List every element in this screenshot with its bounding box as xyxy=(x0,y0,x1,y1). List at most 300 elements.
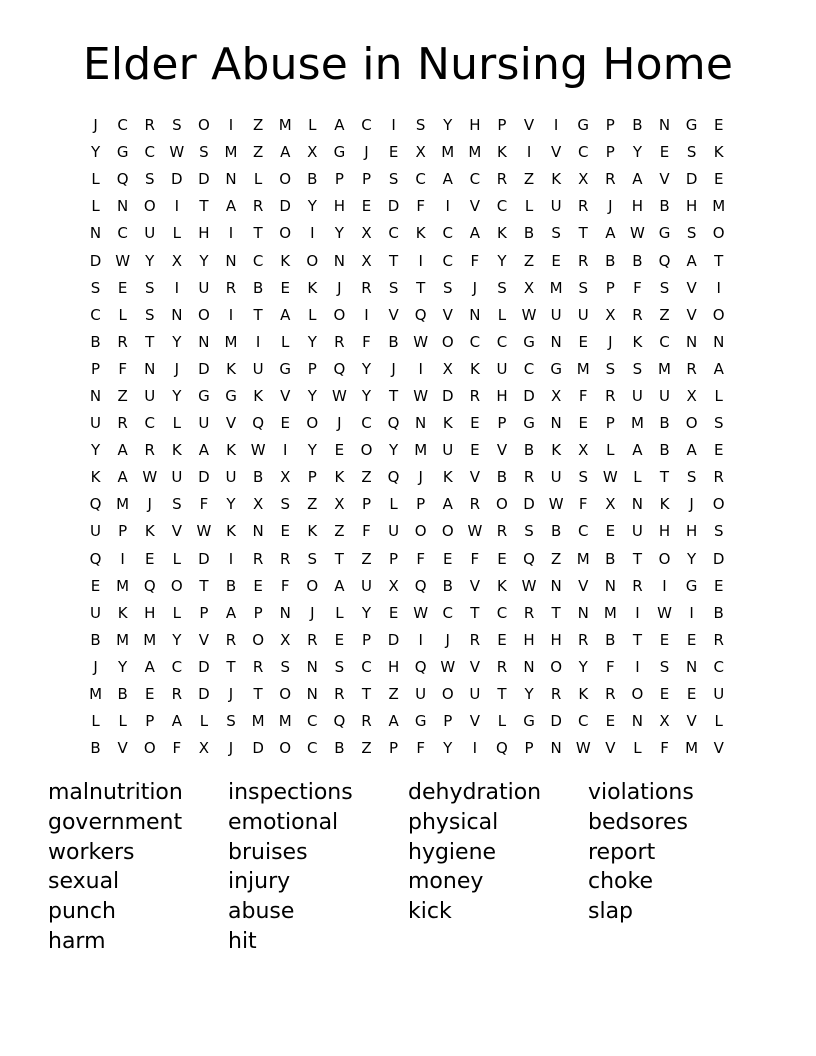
grid-letter: U xyxy=(198,278,210,297)
grid-letter: U xyxy=(388,522,400,541)
grid-letter: B xyxy=(713,603,724,622)
grid-letter: O xyxy=(712,495,725,514)
grid-letter: G xyxy=(685,116,698,135)
grid-letter: E xyxy=(686,685,697,704)
grid-letter: B xyxy=(605,630,616,649)
grid-letter: F xyxy=(470,251,480,270)
grid-letter: O xyxy=(252,630,265,649)
grid-letter: E xyxy=(713,170,724,189)
word-list xyxy=(48,778,788,957)
grid-letter: V xyxy=(280,386,291,405)
grid-letter: O xyxy=(631,685,644,704)
grid-letter: Y xyxy=(90,441,101,460)
grid-letter: C xyxy=(117,224,128,243)
grid-letter: C xyxy=(388,224,399,243)
grid-letter: E xyxy=(280,278,290,297)
grid-letter: W xyxy=(657,603,672,622)
grid-letter: Q xyxy=(89,549,102,568)
word-list-item: malnutrition xyxy=(48,780,183,805)
grid-letter: L xyxy=(497,712,507,731)
grid-letter: M xyxy=(414,441,428,460)
grid-letter: Q xyxy=(658,251,671,270)
grid-letter: L xyxy=(91,712,100,731)
grid-letter: S xyxy=(443,278,453,297)
grid-letter: I xyxy=(526,143,532,162)
grid-letter: W xyxy=(440,657,456,676)
grid-letter: C xyxy=(523,359,535,378)
grid-letter: W xyxy=(521,305,537,324)
grid-letter: R xyxy=(496,522,508,541)
grid-letter: F xyxy=(199,495,209,514)
grid-letter: R xyxy=(144,116,155,135)
grid-letter: X xyxy=(280,630,291,649)
grid-letter: L xyxy=(714,386,723,405)
grid-letter: X xyxy=(605,495,616,514)
grid-letter: P xyxy=(307,359,317,378)
grid-letter: I xyxy=(282,441,288,460)
grid-letter: S xyxy=(497,278,507,297)
grid-row xyxy=(82,464,734,491)
grid-letter: M xyxy=(89,685,103,704)
grid-letter: T xyxy=(253,685,263,704)
grid-letter: N xyxy=(577,603,589,622)
grid-letter: P xyxy=(416,495,426,514)
grid-letter: B xyxy=(605,549,616,568)
grid-letter: R xyxy=(361,278,372,297)
grid-letter: Q xyxy=(116,170,129,189)
grid-letter: Y xyxy=(172,630,182,649)
grid-letter: A xyxy=(117,468,128,487)
grid-letter: I xyxy=(418,359,423,378)
grid-letter: F xyxy=(118,359,127,378)
grid-letter: E xyxy=(334,441,345,460)
grid-letter: Y xyxy=(307,332,317,351)
grid-letter: J xyxy=(337,278,342,297)
grid-letter: P xyxy=(307,468,317,487)
grid-letter: L xyxy=(172,549,181,568)
grid-letter: R xyxy=(713,630,724,649)
grid-letter: A xyxy=(117,441,128,460)
grid-letter: X xyxy=(252,495,264,514)
grid-letter: O xyxy=(360,441,373,460)
grid-letter: K xyxy=(307,278,318,297)
grid-letter: V xyxy=(686,712,697,731)
grid-letter: Y xyxy=(361,386,372,405)
grid-letter: T xyxy=(199,197,209,216)
grid-letter: M xyxy=(278,712,292,731)
grid-letter: S xyxy=(90,278,101,297)
grid-letter: I xyxy=(310,224,315,243)
grid-letter: F xyxy=(362,332,371,351)
grid-letter: B xyxy=(388,332,399,351)
grid-letter: C xyxy=(496,603,508,622)
grid-letter: R xyxy=(578,251,589,270)
grid-letter: N xyxy=(550,414,562,433)
grid-letter: K xyxy=(469,359,480,378)
grid-letter: K xyxy=(226,359,236,378)
grid-letter: Y xyxy=(361,603,372,622)
grid-letter: P xyxy=(334,170,344,189)
grid-letter: A xyxy=(632,170,643,189)
grid-letter: D xyxy=(198,359,210,378)
grid-letter: C xyxy=(577,712,589,731)
grid-letter: I xyxy=(228,305,234,324)
grid-letter: N xyxy=(550,739,562,758)
grid-letter: E xyxy=(253,576,263,595)
grid-letter: K xyxy=(497,224,507,243)
grid-letter: S xyxy=(226,712,236,731)
grid-row xyxy=(82,546,734,573)
grid-letter: V xyxy=(605,739,616,758)
puzzle-title: Elder Abuse in Nursing Home xyxy=(82,39,734,90)
grid-letter: B xyxy=(307,170,318,189)
grid-letter: L xyxy=(118,712,127,731)
grid-letter: I xyxy=(174,278,180,297)
grid-letter: Q xyxy=(414,657,427,676)
grid-letter: L xyxy=(606,441,615,460)
grid-letter: A xyxy=(469,224,480,243)
grid-letter: B xyxy=(632,116,643,135)
grid-letter: P xyxy=(497,414,507,433)
grid-letter: E xyxy=(470,414,480,433)
grid-letter: V xyxy=(469,657,480,676)
grid-letter: X xyxy=(442,359,453,378)
grid-letter: V xyxy=(225,414,237,433)
grid-letter: R xyxy=(632,576,643,595)
grid-letter: L xyxy=(253,170,263,189)
grid-row xyxy=(82,735,734,762)
grid-letter: M xyxy=(468,143,482,162)
grid-letter: Q xyxy=(496,739,508,758)
grid-letter: X xyxy=(280,468,291,487)
grid-letter: O xyxy=(496,495,508,514)
grid-letter: S xyxy=(605,359,616,378)
grid-letter: K xyxy=(171,441,182,460)
grid-letter: S xyxy=(713,522,724,541)
grid-letter: W xyxy=(413,332,429,351)
grid-letter: I xyxy=(364,305,369,324)
grid-letter: M xyxy=(251,712,265,731)
grid-letter: D xyxy=(712,549,725,568)
grid-letter: J xyxy=(93,657,98,676)
grid-letter: E xyxy=(551,251,561,270)
word-list-item: bruises xyxy=(228,839,308,865)
grid-letter: D xyxy=(198,657,210,676)
grid-letter: T xyxy=(253,224,263,243)
grid-letter: A xyxy=(388,712,399,731)
grid-letter: O xyxy=(550,657,563,676)
grid-letter: N xyxy=(550,576,562,595)
grid-letter: X xyxy=(551,386,562,405)
grid-row xyxy=(82,193,734,220)
grid-letter: E xyxy=(443,549,453,568)
grid-letter: N xyxy=(225,251,237,270)
grid-letter: H xyxy=(550,630,562,649)
grid-letter: P xyxy=(199,603,209,622)
grid-letter: W xyxy=(548,495,564,514)
grid-letter: F xyxy=(280,576,290,595)
grid-letter: I xyxy=(418,630,423,649)
grid-letter: K xyxy=(90,468,101,487)
grid-row xyxy=(82,681,734,708)
grid-letter: Q xyxy=(333,712,346,731)
grid-letter: X xyxy=(198,739,210,758)
grid-letter: M xyxy=(576,359,590,378)
grid-row xyxy=(82,600,734,627)
grid-letter: E xyxy=(497,630,507,649)
grid-letter: Y xyxy=(361,359,372,378)
grid-letter: X xyxy=(361,224,372,243)
grid-letter: T xyxy=(632,549,642,568)
grid-letter: I xyxy=(228,116,234,135)
grid-letter: E xyxy=(578,332,588,351)
grid-letter: N xyxy=(171,305,183,324)
grid-letter: X xyxy=(686,386,697,405)
grid-letter: U xyxy=(631,386,643,405)
grid-letter: E xyxy=(713,441,724,460)
grid-letter: M xyxy=(576,549,590,568)
grid-letter: B xyxy=(496,468,508,487)
grid-letter: C xyxy=(496,332,508,351)
grid-letter: Z xyxy=(361,468,372,487)
grid-row xyxy=(82,437,734,464)
word-list-item: physical xyxy=(408,809,499,835)
grid-letter: K xyxy=(253,386,264,405)
grid-letter: T xyxy=(416,278,426,297)
grid-letter: C xyxy=(144,414,155,433)
word-list-item: violations xyxy=(588,780,694,805)
grid-letter: C xyxy=(496,197,508,216)
grid-letter: S xyxy=(280,657,290,676)
grid-letter: P xyxy=(497,116,507,135)
grid-letter: O xyxy=(279,685,292,704)
grid-letter: E xyxy=(605,712,616,731)
grid-letter: C xyxy=(117,116,128,135)
grid-letter: I xyxy=(689,603,694,622)
grid-letter: C xyxy=(442,251,453,270)
grid-letter: L xyxy=(281,332,290,351)
grid-letter: B xyxy=(442,576,453,595)
grid-letter: F xyxy=(416,739,425,758)
grid-letter: K xyxy=(632,332,643,351)
grid-letter: I xyxy=(635,657,640,676)
grid-letter: J xyxy=(228,685,234,704)
grid-row xyxy=(82,356,734,383)
grid-letter: V xyxy=(388,305,399,324)
grid-letter: I xyxy=(553,116,559,135)
grid-letter: D xyxy=(441,386,454,405)
grid-letter: O xyxy=(441,685,454,704)
grid-letter: N xyxy=(279,603,291,622)
grid-letter: L xyxy=(91,197,100,216)
grid-letter: U xyxy=(171,468,183,487)
grid-letter: I xyxy=(391,116,396,135)
grid-letter: G xyxy=(685,576,698,595)
grid-letter: J xyxy=(93,116,98,135)
grid-letter: O xyxy=(143,197,156,216)
grid-letter: D xyxy=(550,712,562,731)
grid-letter: A xyxy=(713,359,724,378)
grid-letter: W xyxy=(142,468,158,487)
word-list-item: hygiene xyxy=(408,839,497,865)
grid-letter: M xyxy=(143,630,157,649)
word-list-item: choke xyxy=(588,869,653,895)
grid-letter: U xyxy=(659,386,670,405)
grid-letter: B xyxy=(659,414,670,433)
grid-letter: F xyxy=(578,495,588,514)
grid-letter: Q xyxy=(89,495,102,514)
grid-letter: A xyxy=(280,305,291,324)
grid-letter: F xyxy=(416,197,425,216)
grid-letter: L xyxy=(172,414,181,433)
grid-letter: N xyxy=(89,224,102,243)
grid-letter: T xyxy=(497,685,507,704)
grid-letter: Q xyxy=(143,576,156,595)
grid-letter: V xyxy=(442,305,453,324)
grid-letter: K xyxy=(713,143,724,162)
grid-letter: R xyxy=(117,332,128,351)
grid-letter: I xyxy=(716,278,721,297)
grid-letter: A xyxy=(442,170,453,189)
grid-letter: J xyxy=(147,495,152,514)
grid-letter: R xyxy=(605,386,616,405)
grid-letter: J xyxy=(174,359,180,378)
grid-letter: S xyxy=(388,278,399,297)
grid-letter: B xyxy=(225,576,237,595)
grid-letter: T xyxy=(145,332,155,351)
grid-letter: Z xyxy=(388,685,399,704)
grid-letter: R xyxy=(605,170,616,189)
grid-letter: J xyxy=(228,739,234,758)
grid-letter: Y xyxy=(524,685,534,704)
grid-letter: W xyxy=(467,522,483,541)
grid-letter: C xyxy=(361,657,372,676)
word-list-item: inspections xyxy=(228,780,353,805)
grid-letter: A xyxy=(225,603,237,622)
grid-letter: F xyxy=(416,549,425,568)
grid-letter: U xyxy=(496,359,508,378)
grid-letter: S xyxy=(632,359,643,378)
grid-letter: U xyxy=(90,603,102,622)
grid-letter: V xyxy=(551,143,562,162)
grid-letter: L xyxy=(389,495,398,514)
grid-letter: Y xyxy=(307,441,317,460)
grid-letter: D xyxy=(198,549,210,568)
grid-letter: X xyxy=(578,441,589,460)
grid-letter: C xyxy=(659,332,670,351)
grid-letter: D xyxy=(198,468,210,487)
grid-letter: R xyxy=(523,468,535,487)
grid-letter: W xyxy=(169,143,185,162)
grid-letter: Y xyxy=(172,332,182,351)
grid-letter: V xyxy=(686,278,697,297)
grid-letter: C xyxy=(442,224,453,243)
grid-letter: A xyxy=(280,143,291,162)
grid-letter: T xyxy=(659,468,670,487)
grid-letter: X xyxy=(523,278,535,297)
grid-letter: T xyxy=(632,630,642,649)
grid-letter: N xyxy=(713,332,725,351)
grid-letter: O xyxy=(712,305,725,324)
grid-letter: M xyxy=(116,630,130,649)
grid-letter: R xyxy=(578,197,589,216)
grid-letter: G xyxy=(414,712,427,731)
grid-letter: S xyxy=(199,143,209,162)
grid-letter: H xyxy=(144,603,156,622)
grid-letter: P xyxy=(361,495,371,514)
grid-letter: K xyxy=(659,495,670,514)
grid-letter: M xyxy=(685,739,699,758)
grid-letter: Y xyxy=(90,143,101,162)
grid-row xyxy=(82,573,734,600)
grid-letter: I xyxy=(635,603,640,622)
grid-letter: W xyxy=(115,251,131,270)
grid-letter: C xyxy=(252,251,264,270)
grid-letter: H xyxy=(496,386,508,405)
grid-letter: O xyxy=(414,522,427,541)
grid-letter: S xyxy=(551,224,561,243)
grid-letter: T xyxy=(361,685,372,704)
grid-letter: Z xyxy=(659,305,670,324)
grid-letter: W xyxy=(602,468,618,487)
grid-letter: Y xyxy=(443,116,453,135)
grid-letter: F xyxy=(606,657,615,676)
grid-letter: A xyxy=(144,657,155,676)
grid-letter: N xyxy=(685,332,698,351)
grid-letter: N xyxy=(306,685,318,704)
grid-letter: I xyxy=(418,251,423,270)
grid-letter: R xyxy=(578,630,589,649)
grid-letter: T xyxy=(470,603,480,622)
grid-letter: O xyxy=(279,739,292,758)
grid-letter: Y xyxy=(388,441,399,460)
grid-letter: E xyxy=(361,197,372,216)
grid-letter: G xyxy=(550,359,562,378)
grid-letter: R xyxy=(469,495,481,514)
grid-letter: A xyxy=(605,224,616,243)
grid-letter: W xyxy=(575,739,591,758)
grid-letter: I xyxy=(445,197,450,216)
grid-letter: P xyxy=(361,170,371,189)
grid-letter: S xyxy=(686,468,697,487)
grid-letter: U xyxy=(550,197,562,216)
grid-letter: H xyxy=(685,522,698,541)
grid-letter: J xyxy=(689,495,694,514)
grid-letter: Y xyxy=(226,495,236,514)
grid-letter: N xyxy=(550,332,562,351)
grid-letter: B xyxy=(659,197,670,216)
grid-letter: K xyxy=(226,522,236,541)
grid-letter: R xyxy=(713,468,724,487)
grid-letter: E xyxy=(659,630,670,649)
grid-letter: R xyxy=(496,657,508,676)
grid-letter: S xyxy=(686,224,697,243)
grid-letter: Z xyxy=(307,495,318,514)
word-list-item: workers xyxy=(48,839,135,865)
grid-letter: H xyxy=(523,630,535,649)
grid-letter: F xyxy=(660,739,669,758)
grid-letter: L xyxy=(91,170,100,189)
grid-letter: M xyxy=(224,332,238,351)
grid-letter: Q xyxy=(252,414,265,433)
word-list-item: report xyxy=(588,839,656,865)
grid-letter: O xyxy=(441,522,454,541)
grid-letter: C xyxy=(90,305,101,324)
grid-letter: G xyxy=(658,224,671,243)
grid-letter: A xyxy=(198,441,210,460)
grid-letter: R xyxy=(252,657,264,676)
word-list-item: money xyxy=(408,869,484,895)
